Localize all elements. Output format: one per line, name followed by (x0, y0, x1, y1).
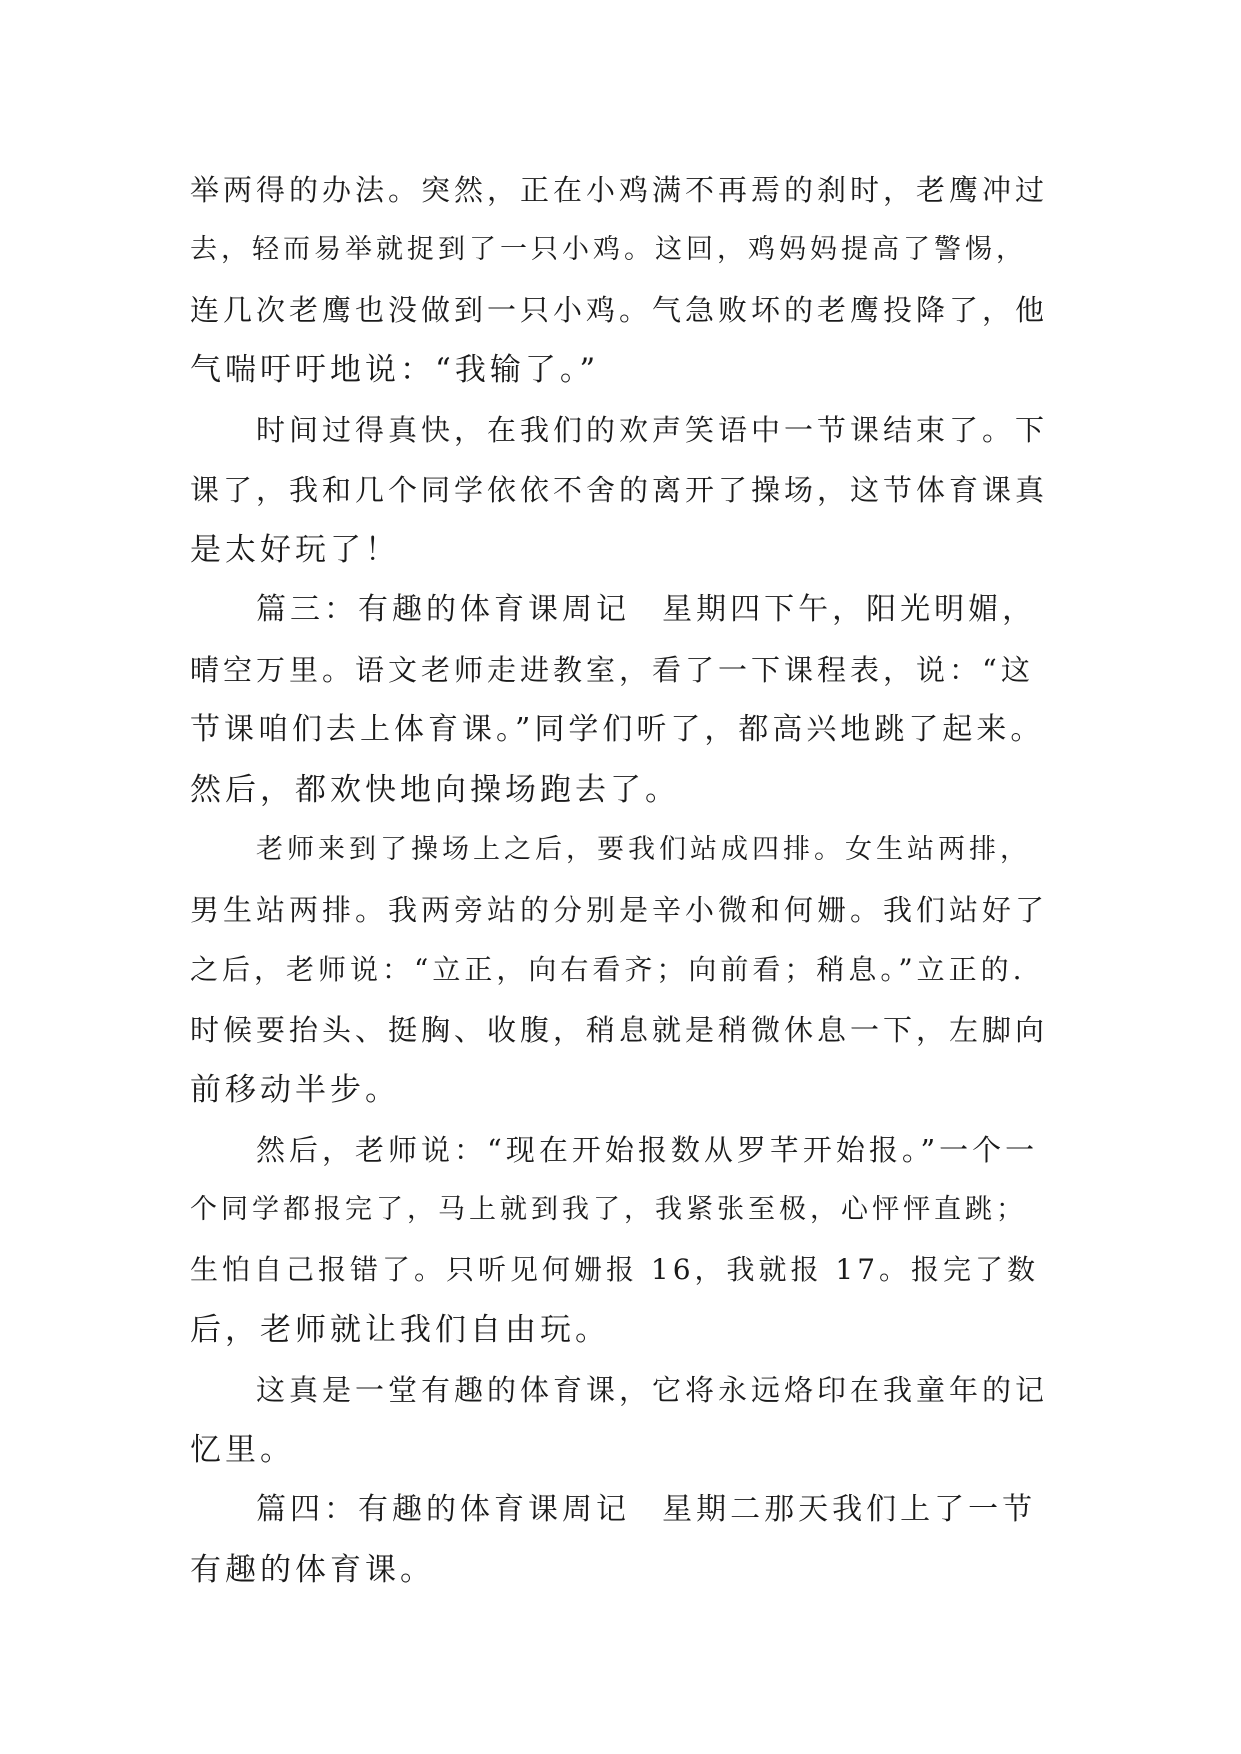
text-line: 篇四：有趣的体育课周记 星期二那天我们上了一节 (256, 1492, 1037, 1527)
text-line: 之后，老师说：“立正，向右看齐；向前看；稍息。”立正的. (190, 953, 1026, 986)
text-line: 时间过得真快，在我们的欢声笑语中一节课结束了。下 (256, 413, 1049, 447)
text-line: 课了，我和几个同学依依不舍的离开了操场，这节体育课真 (190, 473, 1049, 507)
text-line: 个同学都报完了，马上就到我了，我紧张至极，心怦怦直跳； (190, 1194, 1027, 1225)
text-line: 篇三：有趣的体育课周记 星期四下午，阳光明媚， (256, 592, 1037, 627)
text-line: 忆里。 (190, 1432, 295, 1468)
text-line: 男生站两排。我两旁站的分别是辛小微和何姗。我们站好了 (190, 893, 1049, 927)
body-text (190, 160, 1050, 1600)
text-line: 前移动半步。 (190, 1072, 400, 1108)
text-line: 举两得的办法。突然，正在小鸡满不再焉的刹时，老鹰冲过 (190, 173, 1049, 207)
text-line: 老师来到了操场上之后，要我们站成四排。女生站两排， (256, 834, 1031, 865)
text-line: 是太好玩了！ (190, 532, 400, 568)
text-line: 晴空万里。语文老师走进教室，看了一下课程表，说：“这 (190, 653, 1034, 687)
text-line: 连几次老鹰也没做到一只小鸡。气急败坏的老鹰投降了，他 (190, 293, 1049, 327)
text-line: 这真是一堂有趣的体育课，它将永远烙印在我童年的记 (256, 1373, 1049, 1407)
text-line: 气喘吁吁地说：“我输了。” (190, 352, 600, 388)
text-line: 后，老师就让我们自由玩。 (190, 1312, 610, 1348)
text-line: 去，轻而易举就捉到了一只小鸡。这回，鸡妈妈提高了警惕， (190, 234, 1027, 265)
text-line: 有趣的体育课。 (190, 1552, 435, 1588)
text-line: 时候要抬头、挺胸、收腹，稍息就是稍微休息一下，左脚向 (190, 1013, 1049, 1047)
text-line: 然后，老师说：“现在开始报数从罗芊开始报。”一个一 (256, 1133, 1039, 1167)
text-line: 生怕自己报错了。只听见何姗报 16，我就报 17。报完了数 (190, 1253, 1040, 1286)
text-line: 然后，都欢快地向操场跑去了。 (190, 772, 680, 808)
text-line: 节课咱们去上体育课。”同学们听了，都高兴地跳了起来。 (190, 712, 1045, 747)
